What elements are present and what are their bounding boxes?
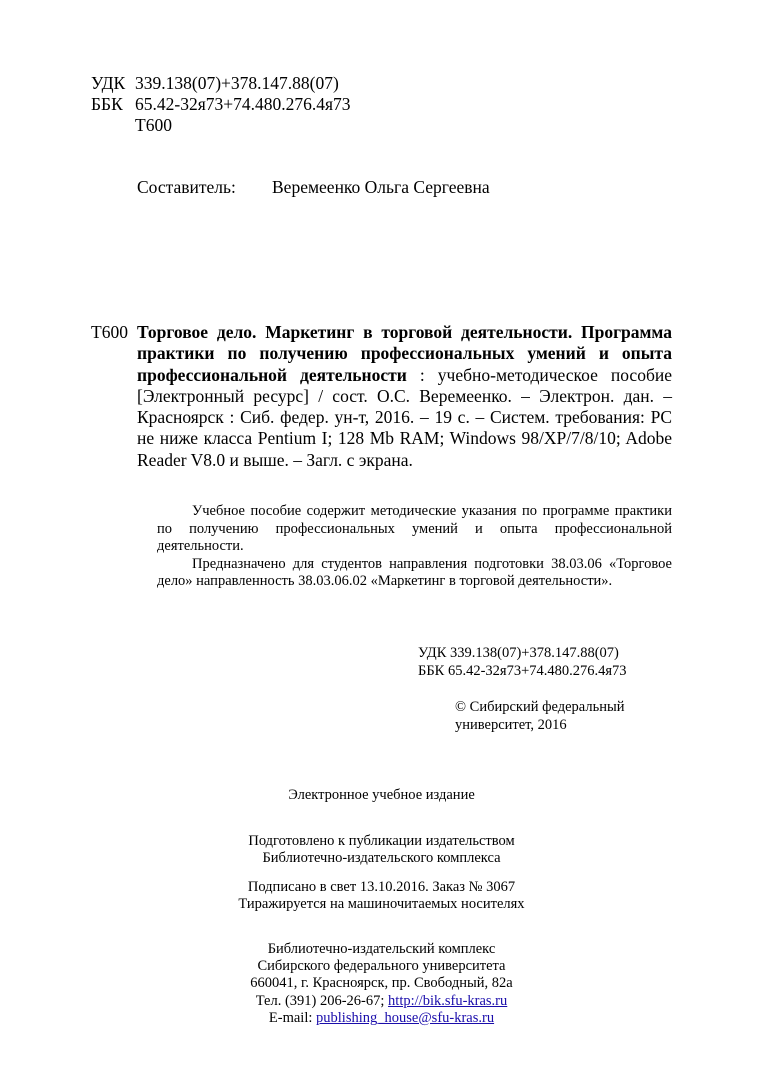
compiler-name: Веремеенко Ольга Сергеевна [272,177,490,197]
publisher-phone-line [0,993,763,1010]
signed-info [0,879,763,913]
udk-value: 339.138(07)+378.147.88(07) [135,73,339,93]
email-label: E-mail: [268,1009,317,1026]
signed-line-1: Подписано в свет 13.10.2016. Заказ № 3067 [247,879,516,895]
signed-line-2: Тиражируется на машиночитаемых носителях [238,896,525,913]
copyright-line-2: университет, 2016 [455,716,567,733]
publisher-address: 660041, г. Красноярск, пр. Свободный, 82а [250,975,513,992]
prepared-line-1: Подготовлено к публикации издательством [248,833,515,849]
author-mark: Т600 [135,115,172,135]
publisher-line-2: Сибирского федерального университета [257,958,506,975]
bbk-value: 65.42-32я73+74.480.276.4я73 [135,94,351,114]
udk-right: УДК 339.138(07)+378.147.88(07) [418,645,619,661]
prepared-by [0,833,763,867]
website-link[interactable]: http://bik.sfu-kras.ru [388,992,508,1009]
publisher-line-1: Библиотечно-издательский комплекс [267,941,496,957]
udk-row [91,73,351,94]
compiler-label: Составитель: [137,177,236,197]
udk-label: УДК [91,73,126,93]
bibliographic-record [137,322,672,471]
record-body: : учебно-методическое пособие [Электронный ресурс] / сост. О.С. Веремеенко. – Электрон. дан. – Красноярск : Сиб. федер. ун-т, 2016. – 19 с. – Систем. требования: PC не ниже класса Pentium I; 128 Mb RAM; Windows 98/XP/7/8/10; Adobe Reader V8.0 и выше. – Загл. с экрана. [137,364,672,470]
email-link[interactable]: publishing_house@sfu-kras.ru [316,1009,495,1026]
copyright [455,699,624,734]
publisher-email-line [0,1010,763,1027]
publisher-info [0,941,763,1027]
record-title: Торговое дело. Маркетинг в торговой деятельности. Программа практики по получению профессиональных умений и опыта профессиональной деятельности [137,322,672,385]
classification-right [418,645,627,680]
bbk-label: ББК [91,94,123,114]
annotation [157,503,672,591]
copyright-line-1: © Сибирский федеральный [455,699,625,715]
annotation-paragraph-1: Учебное пособие содержит методические указания по программе практики по получению профессиональных умений и опыта профессиональной деятельности. [157,503,672,554]
prepared-line-2: Библиотечно-издательского комплекса [262,850,501,867]
classification-block [91,73,351,136]
phone-text: Тел. (391) 206-26-67; [255,992,389,1009]
compiler-line [137,177,490,198]
annotation-paragraph-2: Предназначено для студентов направления подготовки 38.03.06 «Торговое дело» направленность 38.03.06.02 «Маркетинг в торговой деятельности». [157,555,672,589]
bbk-row [91,94,351,115]
bbk-right: ББК 65.42-32я73+74.480.276.4я73 [418,662,627,679]
record-code: Т600 [91,322,128,342]
author-mark-row [91,115,351,136]
edition-type: Электронное учебное издание [288,787,475,803]
